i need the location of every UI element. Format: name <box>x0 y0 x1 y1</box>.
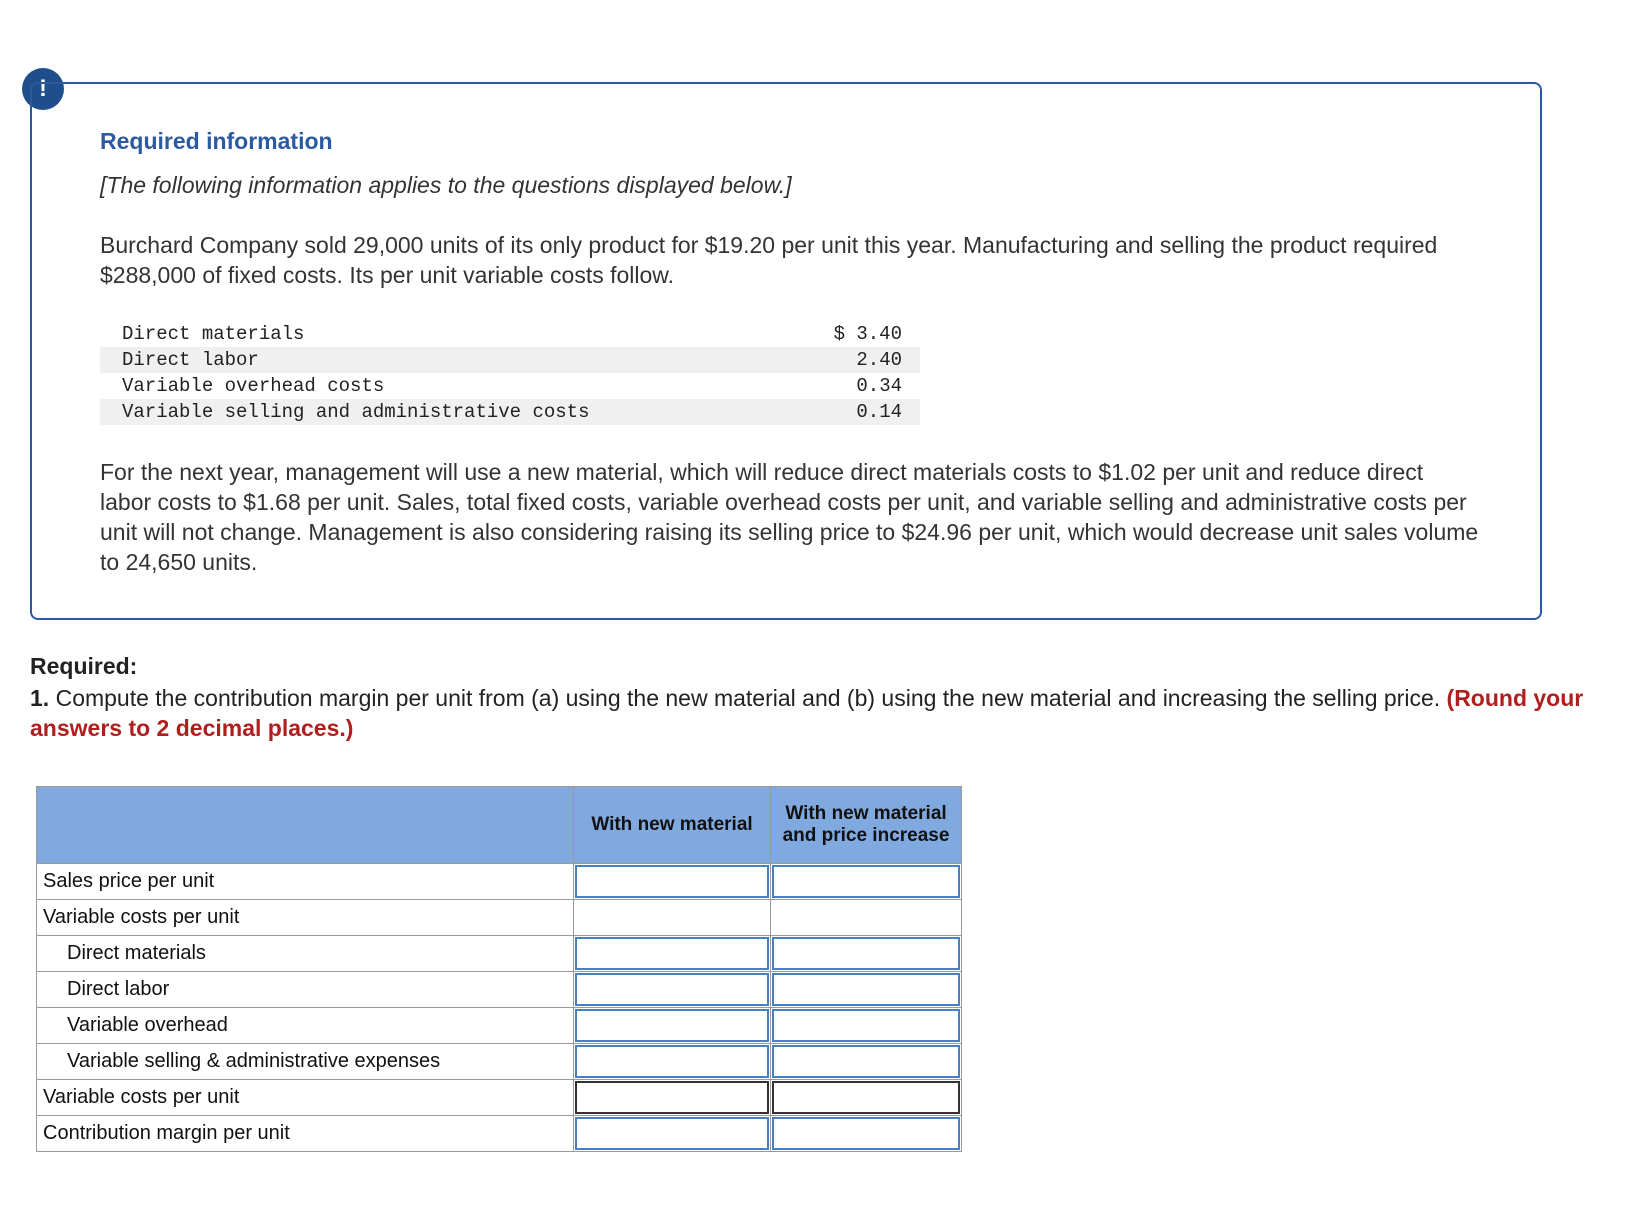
variable-overhead-price-increase-input[interactable] <box>772 1009 960 1042</box>
table-row <box>37 972 962 1008</box>
table-row <box>37 1116 962 1152</box>
direct-materials-price-increase-input[interactable] <box>772 937 960 970</box>
info-paragraph-1: Burchard Company sold 29,000 units of its only product for $19.20 per unit this year. Manufacturing and selling the product required $288,000 of fixed costs. Its per unit variable costs follow. <box>100 232 1438 288</box>
info-title: Required information <box>100 128 333 154</box>
question-number: 1. <box>30 685 50 711</box>
answer-header-row <box>37 787 962 864</box>
question-text: Compute the contribution margin per unit from (a) using the new material and (b) using the new material and increasing the selling price. <box>49 685 1441 711</box>
sales-price-new-material-input[interactable] <box>575 865 769 898</box>
cost-row <box>100 399 920 425</box>
cost-label: Direct labor <box>100 347 777 373</box>
unit-variable-costs-table <box>100 321 920 425</box>
cost-amount: 0.14 <box>777 399 920 425</box>
row-label-variable-overhead: Variable overhead <box>37 1008 574 1044</box>
header-with-new-material: With new material <box>574 787 771 864</box>
cost-amount: 2.40 <box>777 347 920 373</box>
variable-overhead-new-material-input[interactable] <box>575 1009 769 1042</box>
table-row <box>37 1080 962 1116</box>
header-with-new-material-and-price-increase: With new material and price increase <box>771 787 962 864</box>
alert-icon: ! <box>22 68 64 110</box>
info-paragraph-2: For the next year, management will use a new material, which will reduce direct materials costs to $1.02 per unit and reduce direct labor costs to $1.68 per unit. Sales, total fixed costs, variable overhead costs per unit, and variable selling and administrative costs per unit will not change. Management is also considering raising its selling price to $24.96 per unit, which would decrease unit sales volume to 24,650 units. <box>100 459 1479 575</box>
cost-amount: $ 3.40 <box>833 323 902 345</box>
row-label-contribution-margin: Contribution margin per unit <box>37 1116 574 1152</box>
empty-cell <box>574 900 771 936</box>
rounding-note: (Round your answers to 2 decimal places.) <box>30 685 1584 741</box>
cost-row <box>100 347 920 373</box>
contribution-margin-new-material-input[interactable] <box>575 1117 769 1150</box>
table-row <box>37 900 962 936</box>
cost-row <box>100 373 920 399</box>
row-label-variable-costs-total: Variable costs per unit <box>37 1080 574 1116</box>
table-row <box>37 1008 962 1044</box>
table-row <box>37 1044 962 1080</box>
table-row <box>37 936 962 972</box>
row-label-variable-selling-admin: Variable selling & administrative expenses <box>37 1044 574 1080</box>
empty-cell <box>771 900 962 936</box>
direct-materials-new-material-input[interactable] <box>575 937 769 970</box>
cost-row <box>100 321 920 347</box>
direct-labor-price-increase-input[interactable] <box>772 973 960 1006</box>
cost-amount: 0.34 <box>856 375 902 397</box>
header-blank <box>37 787 574 864</box>
required-instructions <box>30 683 1590 743</box>
row-label-sales-price: Sales price per unit <box>37 864 574 900</box>
variable-selling-admin-price-increase-input[interactable] <box>772 1045 960 1078</box>
direct-labor-new-material-input[interactable] <box>575 973 769 1006</box>
sales-price-price-increase-input[interactable] <box>772 865 960 898</box>
required-information-box <box>30 82 1542 620</box>
row-label-direct-materials: Direct materials <box>37 936 574 972</box>
total-variable-costs-price-increase-input[interactable] <box>772 1081 960 1114</box>
info-subtitle: [The following information applies to the questions displayed below.] <box>100 172 792 198</box>
variable-selling-admin-new-material-input[interactable] <box>575 1045 769 1078</box>
total-variable-costs-new-material-input[interactable] <box>575 1081 769 1114</box>
row-label-variable-costs-heading: Variable costs per unit <box>37 900 574 936</box>
contribution-margin-price-increase-input[interactable] <box>772 1117 960 1150</box>
table-row <box>37 864 962 900</box>
cost-label: Variable selling and administrative costs <box>100 399 777 425</box>
answer-table <box>36 786 962 1152</box>
cost-label: Direct materials <box>122 323 305 345</box>
required-title: Required: <box>30 653 138 679</box>
row-label-direct-labor: Direct labor <box>37 972 574 1008</box>
cost-label: Variable overhead costs <box>122 375 385 397</box>
